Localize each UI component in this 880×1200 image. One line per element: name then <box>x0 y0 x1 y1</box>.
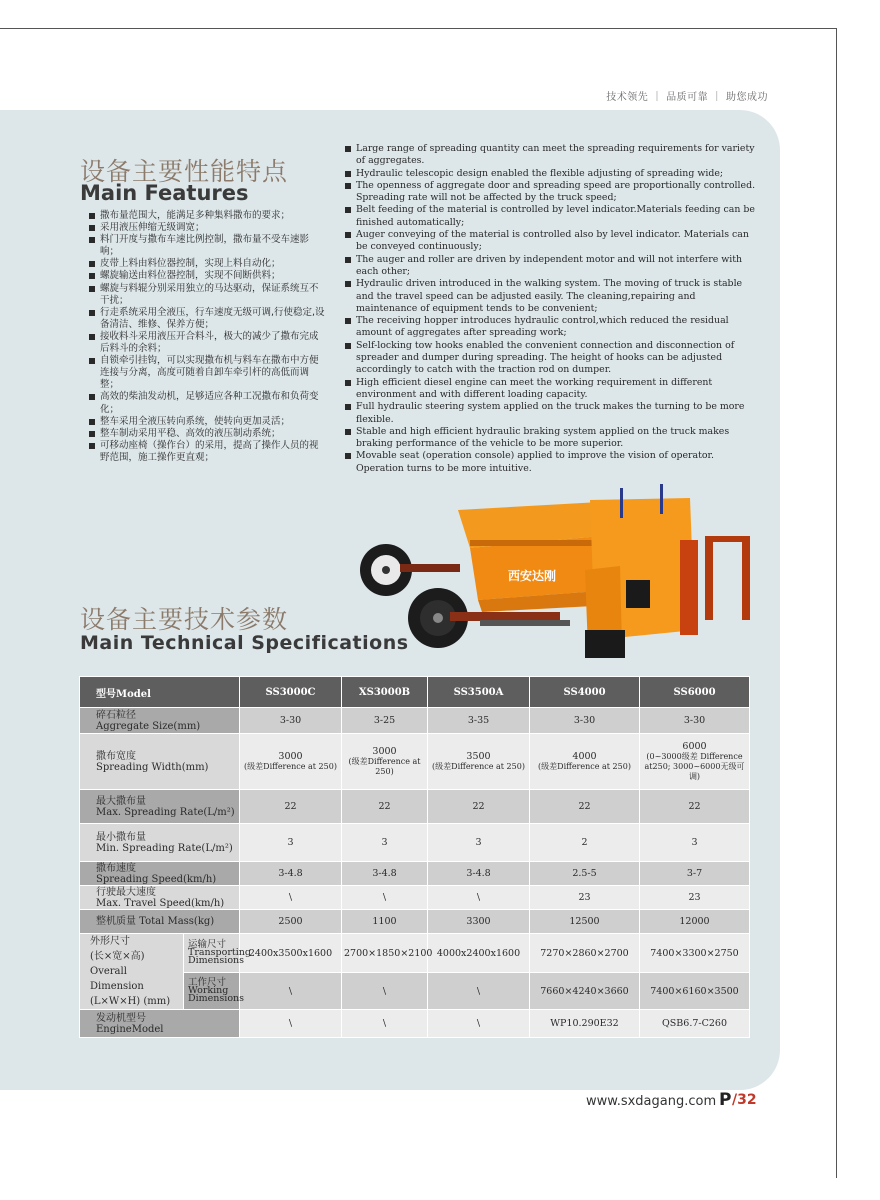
row-label-en: Min. Spreading Rate(L/m²) <box>96 842 233 854</box>
table-cell: QSB6.7-C260 <box>640 1010 750 1038</box>
table-row <box>80 910 750 934</box>
table-cell <box>428 734 530 790</box>
model-header: SS3000C <box>240 677 342 708</box>
row-label-cn: 发动机型号 <box>96 1012 146 1024</box>
model-header: SS4000 <box>530 677 640 708</box>
feature-item-en: Stable and high efficient hydraulic braking system applied on the truck makes braking performance of the vehicle to be more superior. <box>344 426 756 451</box>
cell-note: (级差Difference at 250) <box>244 762 337 771</box>
table-cell: 3-7 <box>640 862 750 886</box>
cell-value: 4000 <box>572 751 597 762</box>
table-cell: \ <box>428 886 530 910</box>
transport-label-cn: 运输尺寸 <box>188 939 227 950</box>
feature-item-cn: 接收料斗采用液压开合料斗，极大的减少了撒布完成后料斗的余料； <box>88 331 326 355</box>
table-row <box>80 734 750 790</box>
table-cell: 22 <box>240 790 342 824</box>
feature-item-en: Hydraulic driven introduced in the walking system. The moving of truck is stable and the travel speed can be adjusted easily. The cleaning,repairing and maintenance of equipment tends to be convenient; <box>344 278 756 315</box>
feature-item-en: High efficient diesel engine can meet the working requirement in different environment and with different loading capacity. <box>344 377 756 402</box>
feature-item-en: The auger and roller are driven by independent motor and will not interfere with each other; <box>344 254 756 279</box>
row-label-en: EngineModel <box>96 1023 164 1035</box>
row-label <box>80 734 240 790</box>
model-header-cell: 型号Model <box>80 677 240 708</box>
table-cell: 3 <box>640 824 750 862</box>
feature-item-cn: 整车采用全液压转向系统，使转向更加灵活； <box>88 416 326 428</box>
table-cell: 3-25 <box>342 708 428 734</box>
table-cell: 7400×3300×2750 <box>640 934 750 973</box>
footer-p-mark: P <box>719 1090 732 1110</box>
row-label-en: Spreading Width(mm) <box>96 761 209 773</box>
row-label-cn: 碎石粒径 <box>96 709 136 721</box>
cell-value: 3500 <box>466 751 491 762</box>
features-title-en: Main Features <box>80 181 249 205</box>
working-label-cn: 工作尺寸 <box>188 977 227 988</box>
table-cell: 7400×6160×3500 <box>640 973 750 1010</box>
table-cell <box>240 734 342 790</box>
table-cell: 22 <box>530 790 640 824</box>
row-label-en: Max. Travel Speed(km/h) <box>96 897 225 909</box>
table-cell: 3 <box>342 824 428 862</box>
table-cell: 2400x3500x1600 <box>240 934 342 973</box>
table-row <box>80 1010 750 1038</box>
table-cell: 3 <box>428 824 530 862</box>
header-tagline: 技术领先 ｜ 品质可靠 ｜ 助您成功 <box>606 92 768 103</box>
table-cell <box>342 734 428 790</box>
table-cell: 3-30 <box>640 708 750 734</box>
features-list-en <box>344 143 756 475</box>
model-header: SS6000 <box>640 677 750 708</box>
feature-item-en: Full hydraulic steering system applied on the truck makes the turning to be more flexible. <box>344 401 756 426</box>
feature-item-cn: 自锁牵引挂钩，可以实现撒布机与料车在撒布中方便连接与分离，高度可随着自卸车牵引杆的高低而调整； <box>88 355 326 391</box>
dimension-label-en2: (L×W×H) (mm) <box>90 996 171 1007</box>
frame-right-line <box>836 28 837 1178</box>
feature-item-cn: 整车制动采用平稳、高效的液压制动系统； <box>88 428 326 440</box>
working-label-en: Working Dimensions <box>188 985 245 1004</box>
table-cell: 3-4.8 <box>342 862 428 886</box>
model-header: SS3500A <box>428 677 530 708</box>
specs-title-cn: 设备主要技术参数 <box>80 605 289 634</box>
dimension-label <box>80 934 184 1010</box>
cell-note: (级差Difference at 250) <box>348 757 421 776</box>
cell-note: (0~3000级差 Difference at250; 3000~6000无级可调) <box>644 752 745 781</box>
features-title-cn: 设备主要性能特点 <box>80 157 289 186</box>
table-cell: 2700×1850×2100 <box>342 934 428 973</box>
row-label-cn: 撒布宽度 <box>96 750 136 762</box>
table-cell: \ <box>240 973 342 1010</box>
footer-url: www.sxdagang.com <box>586 1094 717 1109</box>
table-cell: \ <box>428 973 530 1010</box>
row-label <box>80 1010 240 1038</box>
table-cell: 4000x2400x1600 <box>428 934 530 973</box>
model-header: XS3000B <box>342 677 428 708</box>
table-cell: 7270×2860×2700 <box>530 934 640 973</box>
row-label <box>80 886 240 910</box>
table-cell: 2 <box>530 824 640 862</box>
feature-item-en: The openness of aggregate door and spreading speed are proportionally controlled. Spreading rate will not be affected by the truck speed; <box>344 180 756 205</box>
table-cell: 3 <box>240 824 342 862</box>
table-cell: 2500 <box>240 910 342 934</box>
features-list-cn <box>88 210 326 464</box>
table-cell: 3-30 <box>530 708 640 734</box>
feature-item-cn: 螺旋与料辊分别采用独立的马达驱动，保证系统互不干扰； <box>88 283 326 307</box>
table-cell: \ <box>342 886 428 910</box>
table-cell: 22 <box>428 790 530 824</box>
table-row <box>80 790 750 824</box>
table-row <box>80 886 750 910</box>
table-cell: WP10.290E32 <box>530 1010 640 1038</box>
dimension-label-en: Overall Dimension <box>90 966 144 992</box>
table-cell: 2.5-5 <box>530 862 640 886</box>
cell-value: 3000 <box>278 751 303 762</box>
table-cell: 22 <box>342 790 428 824</box>
cell-note: (级差Difference at 250) <box>432 762 525 771</box>
table-row <box>80 708 750 734</box>
row-label-cn: 最小撒布量 <box>96 831 146 843</box>
row-label-cn: 撒布速度 <box>96 862 136 874</box>
cell-value: 3000 <box>372 746 397 757</box>
row-label-cn: 行驶最大速度 <box>96 886 156 898</box>
feature-item-en: The receiving hopper introduces hydraulic control,which reduced the residual amount of aggregates after spreading work; <box>344 315 756 340</box>
row-label <box>80 708 240 734</box>
feature-item-cn: 螺旋输送由料位器控制，实现不间断供料； <box>88 270 326 282</box>
table-cell: 12000 <box>640 910 750 934</box>
operator-frame <box>680 540 698 635</box>
table-cell: \ <box>240 886 342 910</box>
row-label-cn: 最大撒布量 <box>96 795 146 807</box>
spreader-machine-image <box>350 480 770 670</box>
table-cell: 1100 <box>342 910 428 934</box>
control-lever <box>620 488 623 518</box>
feature-item-en: Movable seat (operation console) applied to improve the vision of operator. Operation turns to be more intuitive. <box>344 450 756 475</box>
table-row <box>80 934 750 973</box>
feature-item-cn: 采用液压伸缩无级调宽； <box>88 222 326 234</box>
table-cell: 3-30 <box>240 708 342 734</box>
table-cell: 23 <box>530 886 640 910</box>
transport-dim-label <box>184 934 251 973</box>
table-header-row <box>80 677 750 708</box>
feature-item-cn: 料门开度与撒布车速比例控制，撒布量不受车速影响； <box>88 234 326 258</box>
cell-note: (级差Difference at 250) <box>538 762 631 771</box>
table-row <box>80 824 750 862</box>
frame-top-line <box>0 28 837 29</box>
machine-logo: 西安达刚 <box>508 569 557 583</box>
feature-item-en: Large range of spreading quantity can meet the spreading requirements for variety of aggregates. <box>344 143 756 168</box>
row-label <box>80 824 240 862</box>
feature-item-en: Self-locking tow hooks enabled the convenient connection and disconnection of spreader and dumper during spreading. The height of hooks can be adjusted accordingly to catch with the traction rod on dumper. <box>344 340 756 377</box>
working-dim-label <box>184 973 245 1010</box>
feature-item-cn: 可移动座椅（操作台）的采用，提高了操作人员的视野范围，施工操作更直观； <box>88 440 326 464</box>
table-cell <box>530 734 640 790</box>
row-label <box>80 790 240 824</box>
transport-label-en: Transporting Dimensions <box>188 947 251 966</box>
row-label: 整机质量 Total Mass(kg) <box>80 910 240 934</box>
feature-item-cn: 撒布量范围大，能满足多种集料撒布的要求； <box>88 210 326 222</box>
table-cell: 23 <box>640 886 750 910</box>
feature-item-cn: 高效的柴油发动机，足够适应各种工况撒布和负荷变化； <box>88 391 326 415</box>
tow-arm-lower <box>450 612 560 621</box>
table-cell: 12500 <box>530 910 640 934</box>
table-cell: 3-35 <box>428 708 530 734</box>
table-cell: 3-4.8 <box>240 862 342 886</box>
control-panel <box>626 580 650 608</box>
table-cell: 7660×4240×3660 <box>530 973 640 1010</box>
table-cell: \ <box>342 973 428 1010</box>
row-label <box>80 862 240 886</box>
table-cell: 3-4.8 <box>428 862 530 886</box>
spec-table <box>79 676 750 1038</box>
dimension-label-cn2: (长×宽×高) <box>90 951 145 962</box>
dimension-label-cn: 外形尺寸 <box>90 936 130 947</box>
row-label-en: Aggregate Size(mm) <box>96 720 201 732</box>
row-label-en: Max. Spreading Rate(L/m²) <box>96 806 235 818</box>
table-cell: 3300 <box>428 910 530 934</box>
feature-item-en: Auger conveying of the material is controlled also by level indicator. Materials can be conveyed continuously; <box>344 229 756 254</box>
table-cell: 22 <box>640 790 750 824</box>
page-number: /32 <box>732 1092 757 1108</box>
feature-item-cn: 行走系统采用全液压，行车速度无级可调,行使稳定,设备清洁、维修、保养方便； <box>88 307 326 331</box>
specs-title-en: Main Technical Specifications <box>80 632 409 654</box>
feature-item-en: Hydraulic telescopic design enabled the flexible adjusting of spreading wide; <box>344 168 756 180</box>
table-cell <box>640 734 750 790</box>
row-label-en: Spreading Speed(km/h) <box>96 873 217 885</box>
table-cell: \ <box>428 1010 530 1038</box>
cell-value: 6000 <box>682 741 707 752</box>
table-row <box>80 862 750 886</box>
table-cell: \ <box>342 1010 428 1038</box>
table-cell: \ <box>240 1010 342 1038</box>
tow-arm-upper <box>400 564 460 572</box>
feature-item-en: Belt feeding of the material is controlled by level indicator.Materials feeding can be finished automatically; <box>344 204 756 229</box>
feature-item-cn: 皮带上料由料位器控制，实现上料自动化； <box>88 258 326 270</box>
